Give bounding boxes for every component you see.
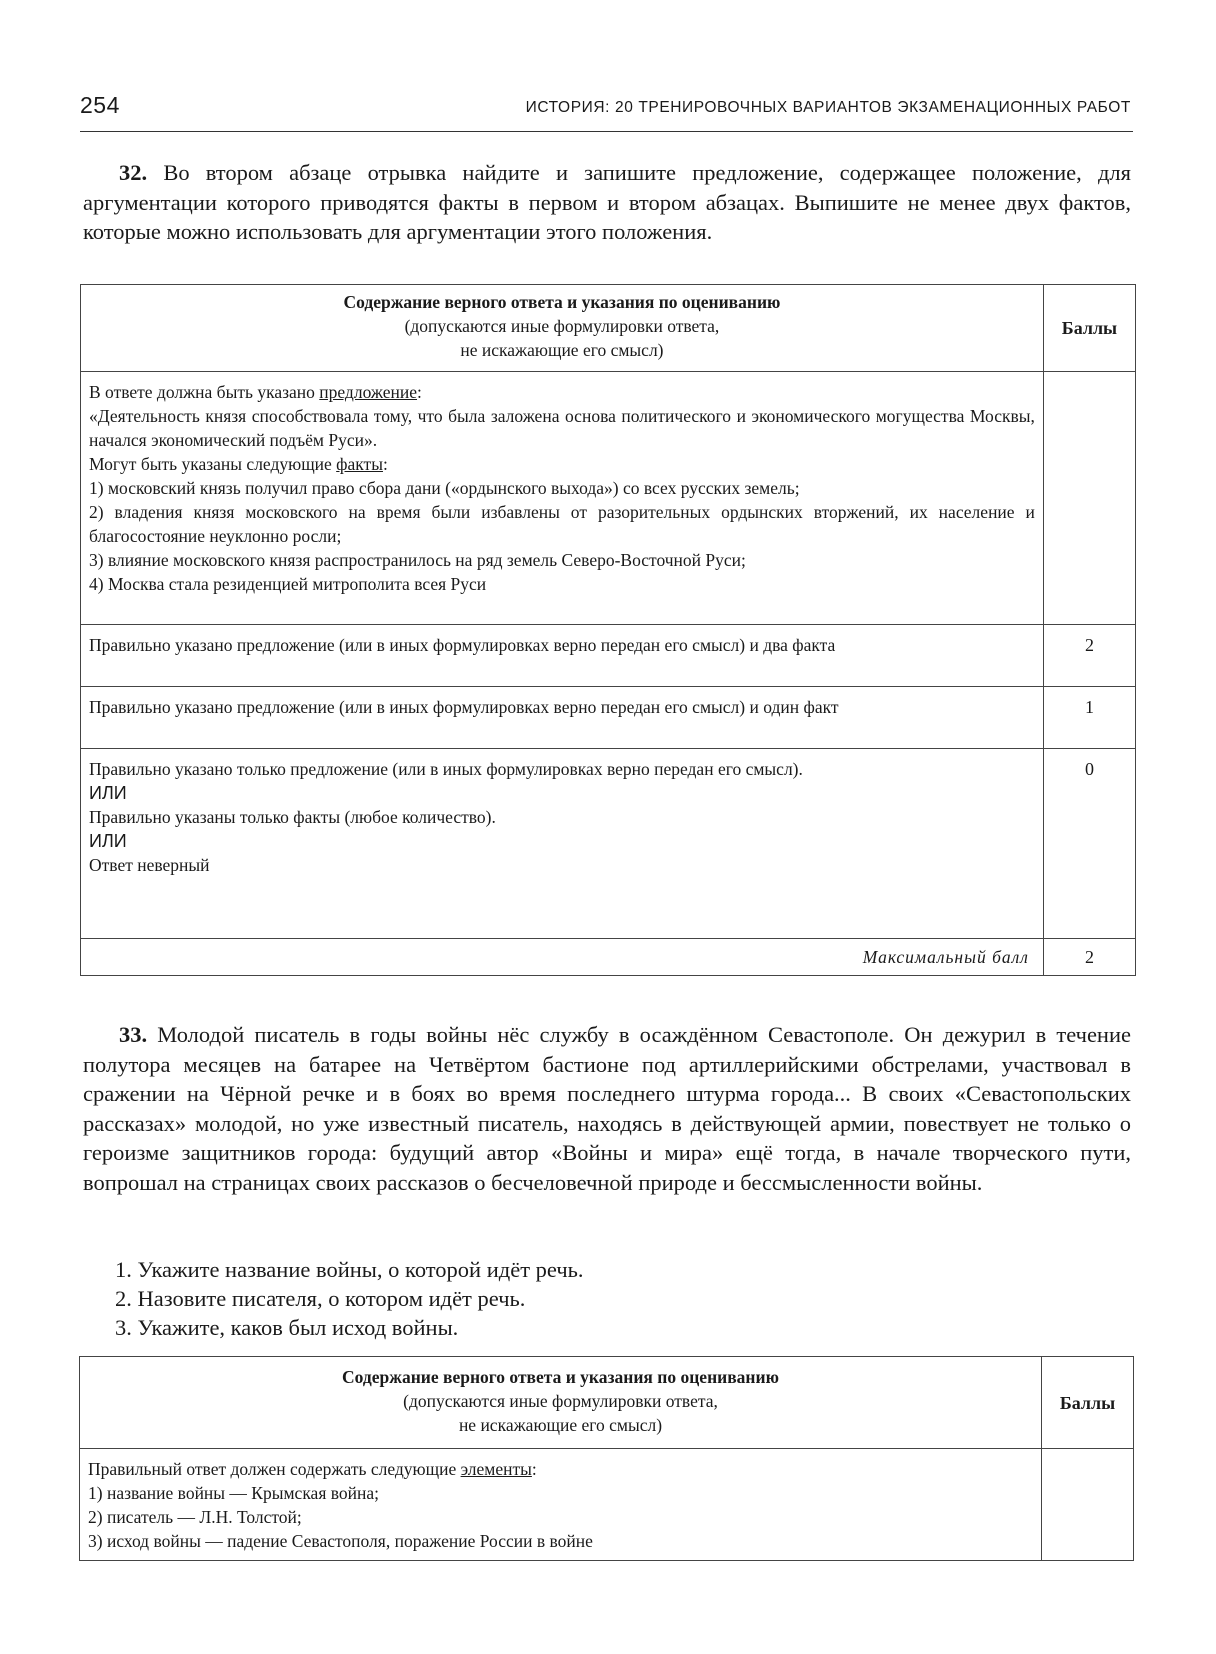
or-separator: ИЛИ [89, 831, 127, 851]
fact-item: 4) Москва стала резиденцией митрополита всея Руси [89, 574, 487, 594]
answer-content [81, 372, 1044, 625]
points-header: Баллы [1043, 285, 1135, 372]
task-32-grading-table [80, 284, 1136, 976]
criterion-text: Правильно указано только предложение (или в иных формулировках верно передан его смысл). [89, 759, 803, 779]
criteria-header [81, 285, 1044, 372]
max-score-row [81, 939, 1136, 976]
score-row [81, 749, 1136, 939]
answer-element: 1) название войны — Крымская война; [88, 1483, 380, 1503]
criterion-text: Правильно указаны только факты (любое количество). [89, 807, 496, 827]
fact-item: 2) владения князя московского на время были избавлены от разорительных ордынских вторжений, их население и благосостояние неуклонно росли; [89, 502, 1035, 546]
task-33-number: 33. [119, 1022, 148, 1047]
answer-intro: В ответе должна быть указано предложение: [89, 382, 422, 402]
score-value: 2 [1043, 625, 1135, 687]
criteria-header-note2: не искажающие его смысл) [458, 1414, 663, 1435]
running-title: ИСТОРИЯ: 20 ТРЕНИРОВОЧНЫХ ВАРИАНТОВ ЭКЗАМЕНАЦИОННЫХ РАБОТ [525, 99, 1131, 116]
answer-points-empty [1043, 372, 1135, 625]
score-value: 1 [1043, 687, 1135, 749]
score-row [81, 687, 1136, 749]
task-33-questions [115, 1255, 584, 1342]
criteria-header-note: (допускаются иные формулировки ответа, [403, 1390, 718, 1411]
answer-points-empty [1042, 1449, 1134, 1561]
criteria-header-note: (допускаются иные формулировки ответа, [404, 316, 720, 336]
score-criterion: Правильно указано предложение (или в иных формулировках верно передан его смысл) и два факта [81, 625, 1044, 687]
task-33-body: Молодой писатель в годы войны нёс службу в осаждённом Севастополе. Он дежурил в течение полутора месяцев на батарее на Четвёртом бастионе под артиллерийскими обстрелами, участвовал в сражении на Чёрной речке и в боях во время последнего штурма города... В своих «Севастопольских рассказах» молодой, но уже известный писатель, находясь в действующей армии, повествует не только о героизме защитников города: будущий автор «Войны и мира» ещё тогда, в начале творческого пути, вопрошал на страницах своих рассказов о бесчеловечной природе и бессмысленности войны. [83, 1022, 1131, 1195]
answer-content [80, 1449, 1042, 1561]
criteria-header-title: Содержание верного ответа и указания по оцениванию [343, 292, 781, 312]
criterion-text: Ответ неверный [89, 855, 210, 875]
fact-item: 1) московский князь получил право сбора дани («ордынского выхода») со всех русских земель; [89, 478, 800, 498]
task-33-grading-table [79, 1356, 1134, 1561]
answer-row [81, 372, 1136, 625]
facts-intro: Могут быть указаны следующие факты: [89, 454, 388, 474]
criteria-header [80, 1357, 1042, 1449]
points-header: Баллы [1042, 1357, 1134, 1449]
answer-intro: Правильный ответ должен содержать следующие элементы: [88, 1459, 537, 1479]
max-score-label: Максимальный балл [81, 939, 1044, 976]
score-criterion [81, 749, 1044, 939]
task-33-text [83, 1020, 1131, 1197]
score-value: 0 [1043, 749, 1135, 939]
or-separator: ИЛИ [89, 783, 127, 803]
answer-row [80, 1449, 1134, 1561]
page-number: 254 [80, 92, 120, 118]
score-row [81, 625, 1136, 687]
task-32-number: 32. [119, 160, 148, 185]
header-rule [80, 131, 1133, 132]
answer-quote: «Деятельность князя способствовала тому, что была заложена основа политического и экономического могущества Москвы, начался экономический подъём Руси». [89, 406, 1035, 450]
criteria-header-note2: не искажающие его смысл) [460, 340, 664, 360]
table-header-row [80, 1357, 1134, 1449]
question-item: 3. Укажите, каков был исход войны. [115, 1315, 459, 1340]
task-32-body: Во втором абзаце отрывка найдите и запишите предложение, содержащее положение, для аргументации которого приводятся факты в первом и втором абзацах. Выпишите не менее двух фактов, которые можно использовать для аргументации этого положения. [83, 160, 1131, 244]
answer-element: 3) исход войны — падение Севастополя, поражение России в войне [88, 1531, 593, 1551]
question-item: 2. Назовите писателя, о котором идёт речь. [115, 1286, 526, 1311]
task-32-text [83, 158, 1131, 247]
answer-element: 2) писатель — Л.Н. Толстой; [88, 1507, 302, 1527]
criteria-header-title: Содержание верного ответа и указания по оцениванию [342, 1366, 779, 1387]
score-criterion: Правильно указано предложение (или в иных формулировках верно передан его смысл) и один факт [81, 687, 1044, 749]
max-score-value: 2 [1043, 939, 1135, 976]
fact-item: 3) влияние московского князя распространилось на ряд земель Северо-Восточной Руси; [89, 550, 746, 570]
table-header-row [81, 285, 1136, 372]
question-item: 1. Укажите название войны, о которой идёт речь. [115, 1257, 584, 1282]
